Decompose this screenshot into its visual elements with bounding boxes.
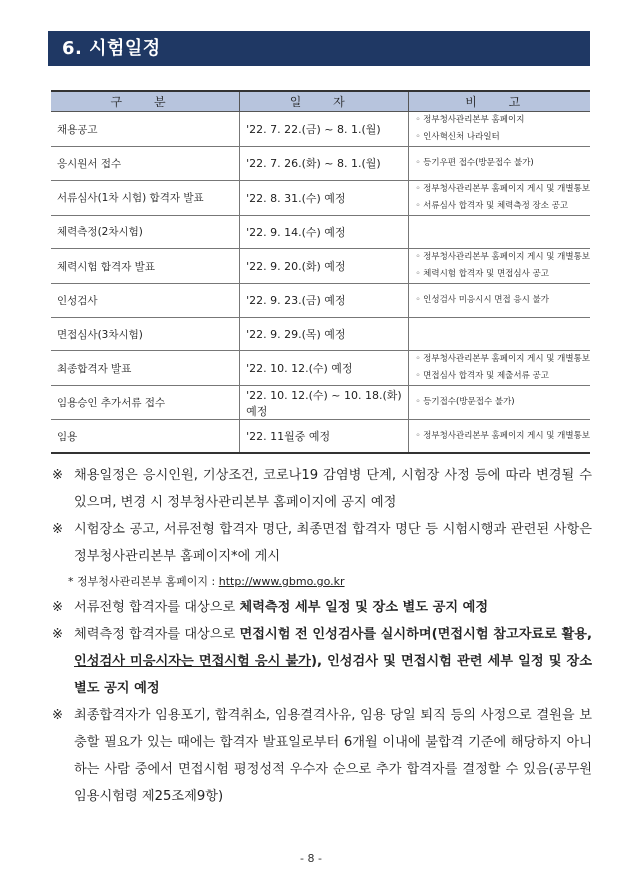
homepage-link[interactable]: http://www.gbmo.go.kr <box>218 575 345 588</box>
row-note <box>409 180 590 215</box>
row-category: 인성검사 <box>51 284 240 318</box>
header-note: 비 고 <box>409 91 590 112</box>
row-note <box>409 249 590 284</box>
table-row <box>51 419 590 453</box>
row-note <box>409 351 590 386</box>
note-4-bold: 면접시험 전 인성검사를 실시하며(면접시험 참고자료로 활용, <box>239 627 593 642</box>
row-category: 서류심사(1차 시험) 합격자 발표 <box>51 180 240 215</box>
note-mark: ※ <box>52 600 64 615</box>
row-date: '22. 11월중 예정 <box>240 419 409 453</box>
homepage-label: * 정부청사관리본부 홈페이지 : <box>68 575 219 588</box>
row-note <box>409 419 590 453</box>
note-4-bold-end: ), 인성검사 및 면접시험 관련 세부 일정 및 장소 별도 공지 예정 <box>74 654 592 696</box>
row-date: '22. 9. 14.(수) 예정 <box>240 215 409 249</box>
note-text: 시험장소 공고, 서류전형 합격자 명단, 최종면접 합격자 명단 등 시험시행과 관련된 사항은 정부청사관리본부 홈페이지*에 게시 <box>74 522 592 564</box>
schedule-table-body <box>51 112 590 454</box>
note-5 <box>52 702 592 810</box>
section-title: 6. 시험일정 <box>48 31 590 66</box>
table-row <box>51 180 590 215</box>
row-note-line: ◦ 정부청사관리본부 홈페이지 <box>415 115 525 125</box>
header-date: 일 자 <box>240 91 409 112</box>
table-row <box>51 386 590 420</box>
note-3-plain: 서류전형 합격자를 대상으로 <box>74 600 240 615</box>
row-note-line: ◦ 인사혁신처 나라일터 <box>415 132 500 142</box>
row-note-line: ◦ 체력시험 합격자 및 면접심사 공고 <box>415 269 549 280</box>
row-date: '22. 8. 31.(수) 예정 <box>240 180 409 215</box>
row-note-line: ◦ 정부청사관리본부 홈페이지 게시 및 개별통보 <box>415 183 590 194</box>
row-category: 채용공고 <box>51 112 240 147</box>
table-row <box>51 351 590 386</box>
row-category: 체력측정(2차시험) <box>51 215 240 249</box>
table-row <box>51 147 590 181</box>
row-note <box>409 284 590 318</box>
note-2 <box>52 516 592 570</box>
row-category: 임용승인 추가서류 접수 <box>51 386 240 420</box>
table-header-row <box>51 91 590 112</box>
row-date: '22. 10. 12.(수) 예정 <box>240 351 409 386</box>
note-4 <box>52 621 592 702</box>
row-category: 최종합격자 발표 <box>51 351 240 386</box>
table-row <box>51 284 590 318</box>
table-row <box>51 317 590 351</box>
table-row <box>51 249 590 284</box>
note-1 <box>52 462 592 516</box>
schedule-table <box>51 90 590 454</box>
row-note-line: ◦ 정부청사관리본부 홈페이지 게시 및 개별통보 <box>415 252 590 263</box>
table-row <box>51 215 590 249</box>
note-mark: ※ <box>52 708 64 723</box>
homepage-note <box>52 570 592 594</box>
row-note-line: ◦ 인성검사 미응시시 면접 응시 불가 <box>415 294 549 305</box>
note-4-plain: 체력측정 합격자를 대상으로 <box>74 627 240 642</box>
row-date: '22. 10. 12.(수) ~ 10. 18.(화) 예정 <box>240 386 409 420</box>
note-text: 채용일정은 응시인원, 기상조건, 코로나19 감염병 단계, 시험장 사정 등에 따라 변경될 수 있으며, 변경 시 정부청사관리본부 홈페이지에 공지 예정 <box>74 468 592 510</box>
row-date: '22. 7. 22.(금) ~ 8. 1.(월) <box>240 112 409 147</box>
row-note-line: ◦ 정부청사관리본부 홈페이지 게시 및 개별통보 <box>415 354 590 365</box>
row-date: '22. 9. 29.(목) 예정 <box>240 317 409 351</box>
row-note-line: ◦ 등기접수(방문접수 불가) <box>415 397 515 408</box>
row-category: 응시원서 접수 <box>51 147 240 181</box>
note-mark: ※ <box>52 627 64 642</box>
note-text <box>74 594 592 621</box>
note-mark: ※ <box>52 468 64 483</box>
row-note-line: ◦ 서류심사 합격자 및 체력측정 장소 공고 <box>415 200 569 211</box>
page-number: - 8 - <box>300 852 322 865</box>
row-category: 임용 <box>51 419 240 453</box>
row-note <box>409 317 590 351</box>
row-category: 체력시험 합격자 발표 <box>51 249 240 284</box>
row-date: '22. 7. 26.(화) ~ 8. 1.(월) <box>240 147 409 181</box>
table-row <box>51 112 590 147</box>
notes-section <box>52 462 592 810</box>
note-text: 최종합격자가 임용포기, 합격취소, 임용결격사유, 임용 당일 퇴직 등의 사정으로 결원을 보충할 필요가 있는 때에는 합격자 발표일로부터 6개월 이내에 불합격 기준에 해당하지 아니하는 사람 중에서 면접시험 평정성적 우수자 순으로 추가 합격자를 결정할 수 있음(공무원임용시험령 제25조제9항) <box>74 708 592 804</box>
row-note <box>409 112 590 147</box>
note-text <box>74 621 592 702</box>
row-note-line: ◦ 등기우편 접수(방문접수 불가) <box>415 157 534 168</box>
row-note-line: ◦ 면접심사 합격자 및 제출서류 공고 <box>415 371 549 382</box>
row-note-line: ◦ 정부청사관리본부 홈페이지 게시 및 개별통보 <box>415 430 590 441</box>
row-note <box>409 386 590 420</box>
row-note <box>409 147 590 181</box>
note-3-bold: 체력측정 세부 일정 및 장소 별도 공지 예정 <box>239 600 489 615</box>
header-category: 구 분 <box>51 91 240 112</box>
row-category: 면접심사(3차시험) <box>51 317 240 351</box>
row-date: '22. 9. 23.(금) 예정 <box>240 284 409 318</box>
row-date: '22. 9. 20.(화) 예정 <box>240 249 409 284</box>
note-4-underline: 인성검사 미응시자는 면접시험 응시 불가 <box>74 654 311 669</box>
note-3 <box>52 594 592 621</box>
row-note <box>409 215 590 249</box>
note-mark: ※ <box>52 522 64 537</box>
